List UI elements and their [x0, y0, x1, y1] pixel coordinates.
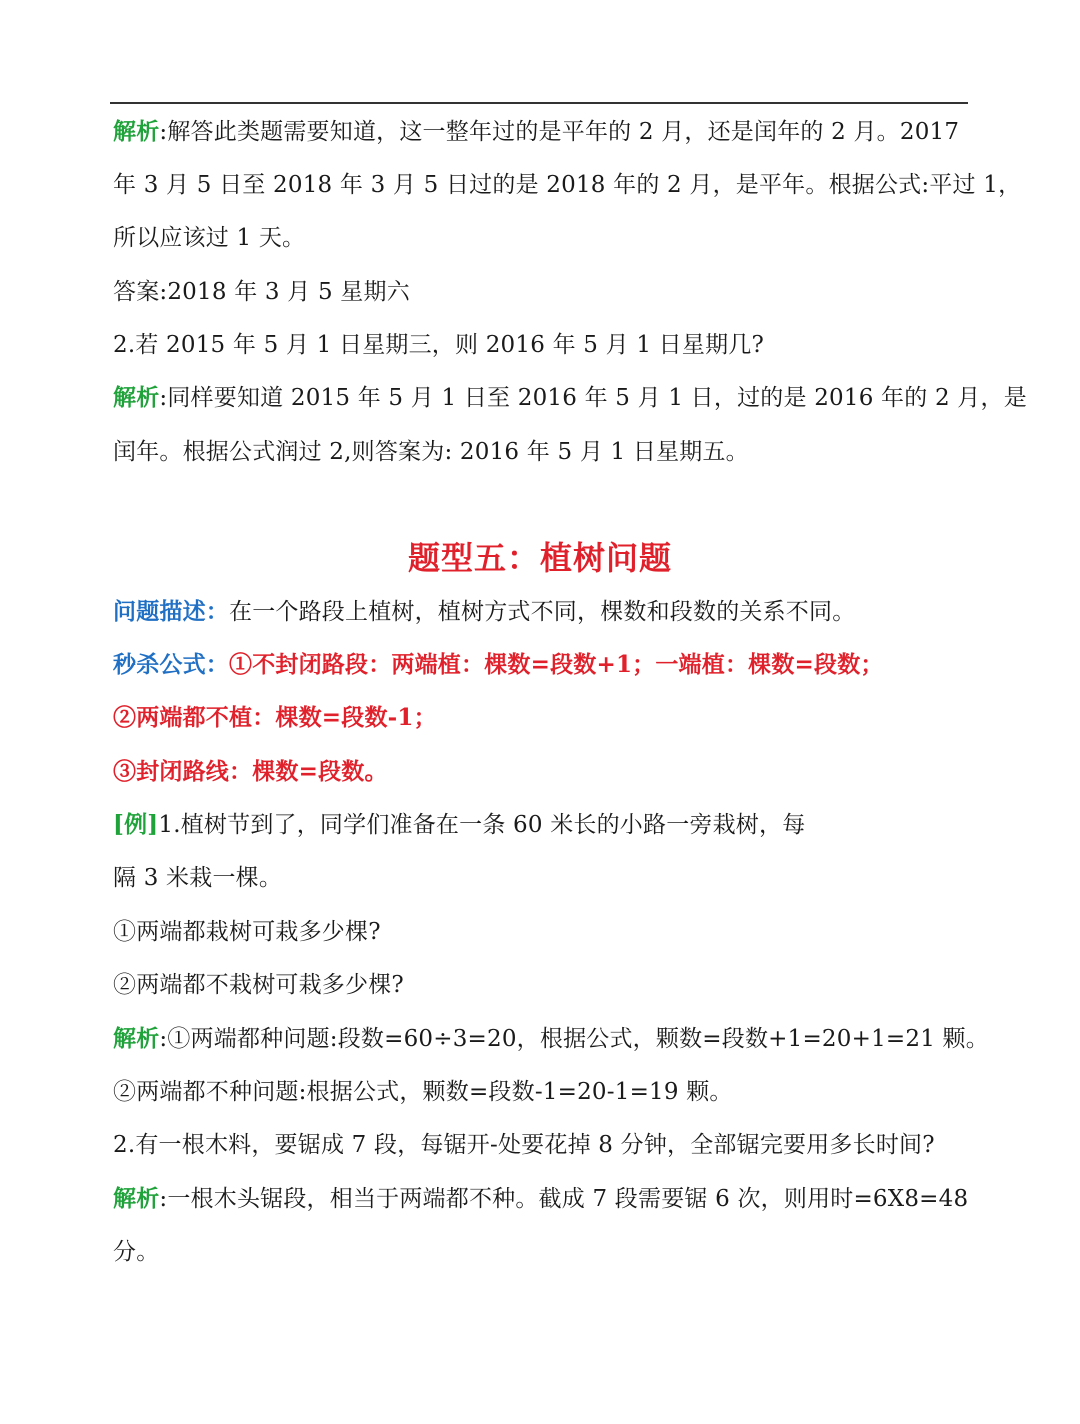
analysis-4-line-1: [113, 1184, 968, 1214]
analysis-1-line-3: 所以应该过 1 天。: [113, 225, 306, 251]
sub-question-1: ①两端都栽树可栽多少棵?: [113, 919, 381, 945]
section-title: 题型五：植树问题: [407, 539, 672, 577]
analysis-label: 解析: [113, 384, 160, 411]
analysis-label: 解析: [113, 1185, 160, 1212]
analysis-4-line-2: 分。: [113, 1239, 160, 1265]
description-label: 问题描述：: [113, 598, 229, 625]
sub-question-2: ②两端都不栽树可栽多少棵?: [113, 972, 404, 998]
analysis-text: :解答此类题需要知道，这一整年过的是平年的 2 月，还是闰年的 2 月。2017: [159, 119, 960, 145]
formula-line-3: ③封闭路线：棵数=段数。: [113, 758, 388, 785]
analysis-2-line-1: [113, 383, 1027, 413]
analysis-text: :①两端都种问题:段数=60÷3=20，根据公式，颗数=段数+1=20+1=21 颗。: [159, 1026, 989, 1052]
analysis-3-line-1: [113, 1024, 989, 1054]
formula-text: ①不封闭路段：两端植：棵数=段数+1；一端植：棵数=段数；: [229, 651, 884, 678]
example-line-1: [113, 810, 805, 840]
analysis-2-line-2: 闰年。根据公式润过 2,则答案为: 2016 年 5 月 1 日星期五。: [113, 439, 749, 465]
analysis-1-line-2: 年 3 月 5 日至 2018 年 3 月 5 日过的是 2018 年的 2 月，是平年。根据公式:平过 1，: [113, 172, 1022, 198]
analysis-text: :同样要知道 2015 年 5 月 1 日至 2016 年 5 月 1 日，过的是 2016 年的 2 月，是: [159, 385, 1027, 411]
analysis-1-line-1: [113, 117, 959, 147]
question-2: 2.若 2015 年 5 月 1 日星期三，则 2016 年 5 月 1 日星期几?: [113, 332, 765, 358]
analysis-label: 解析: [113, 118, 160, 145]
example-line-2: 隔 3 米栽一棵。: [113, 865, 283, 891]
example-text: 1.植树节到了，同学们准备在一条 60 米长的小路一旁栽树，每: [158, 812, 806, 838]
analysis-text: :一根木头锯段，相当于两端都不种。截成 7 段需要锯 6 次，则用时=6X8=48: [159, 1186, 969, 1212]
analysis-label: 解析: [113, 1025, 160, 1052]
problem-description: [113, 597, 855, 627]
example-label: [例]: [113, 811, 159, 838]
formula-label: 秒杀公式：: [113, 651, 229, 678]
formula-line-1: [113, 650, 884, 680]
analysis-3-line-2: ②两端都不种问题:根据公式，颗数=段数-1=20-1=19 颗。: [113, 1079, 733, 1105]
description-text: 在一个路段上植树，植树方式不同，棵数和段数的关系不同。: [229, 599, 856, 625]
answer-1: 答案:2018 年 3 月 5 星期六: [113, 279, 410, 305]
formula-line-2: ②两端都不植：棵数=段数-1；: [113, 704, 437, 731]
top-divider: [110, 102, 968, 104]
question-3: 2.有一根木料，要锯成 7 段，每锯开-处要花掉 8 分钟，全部锯完要用多长时间?: [113, 1132, 935, 1158]
